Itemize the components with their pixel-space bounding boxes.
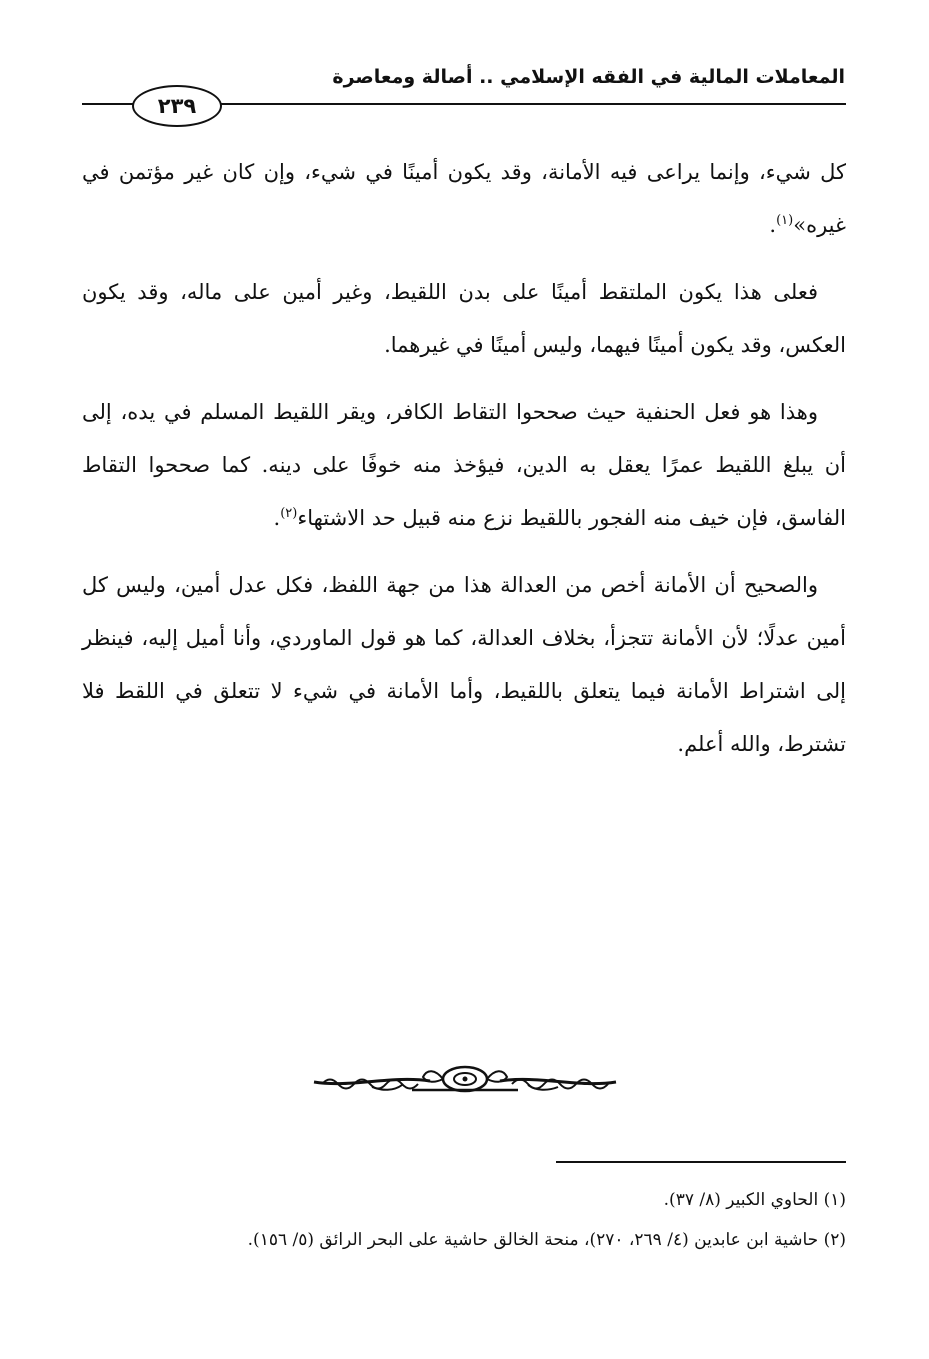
paragraph-1	[82, 146, 846, 252]
page-number: ٢٣٩	[132, 85, 222, 127]
footnote-1: (١) الحاوي الكبير (٨/ ٣٧).	[663, 1190, 846, 1210]
running-title: المعاملات المالية في الفقه الإسلامي .. أصالة ومعاصرة	[332, 66, 845, 88]
footnote-2: (٢) حاشية ابن عابدين (٤/ ٢٦٩، ٢٧٠)، منحة الخالق حاشية على البحر الرائق (٥/ ١٥٦).	[247, 1230, 846, 1250]
floral-divider-ornament-icon	[312, 1063, 618, 1095]
paragraph-1-end: .	[769, 213, 777, 237]
footnote-rule	[556, 1161, 846, 1163]
footnote-ref-1: (١)	[776, 213, 794, 228]
footnote-ref-2: (٢)	[280, 506, 298, 521]
paragraph-3-text: وهذا هو فعل الحنفية حيث صححوا التقاط الكافر، ويقر اللقيط المسلم في يده، إلى أن يبلغ اللقيط عمرًا يعقل به الدين، فيؤخذ منه خوفًا على دينه. كما صححوا التقاط الفاسق، فإن خيف منه الفجور باللقيط نزع منه قبيل حد الاشتهاء	[82, 400, 846, 530]
main-text	[82, 146, 846, 785]
paragraph-2: فعلى هذا يكون الملتقط أمينًا على بدن اللقيط، وغير أمين على ماله، وقد يكون العكس، وقد يكون أمينًا فيهما، وليس أمينًا في غيرهما.	[82, 280, 846, 357]
paragraph-4: والصحيح أن الأمانة أخص من العدالة هذا من جهة اللفظ، فكل عدل أمين، وليس كل أمين عدلًا؛ لأن الأمانة تتجزأ، بخلاف العدالة، كما هو قول الماوردي، وأنا أميل إليه، فينظر إلى اشتراط الأمانة فيما يتعلق باللقيط، وأما الأمانة في شيء لا تتعلق في اللقط فلا تشترط، والله أعلم.	[82, 573, 846, 756]
paragraph-1-text: كل شيء، وإنما يراعى فيه الأمانة، وقد يكون أمينًا في شيء، وإن كان غير مؤتمن في غيره»	[82, 160, 846, 237]
paragraph-3	[82, 386, 846, 545]
paragraph-3-end: .	[273, 506, 281, 530]
footnotes	[82, 1180, 846, 1260]
